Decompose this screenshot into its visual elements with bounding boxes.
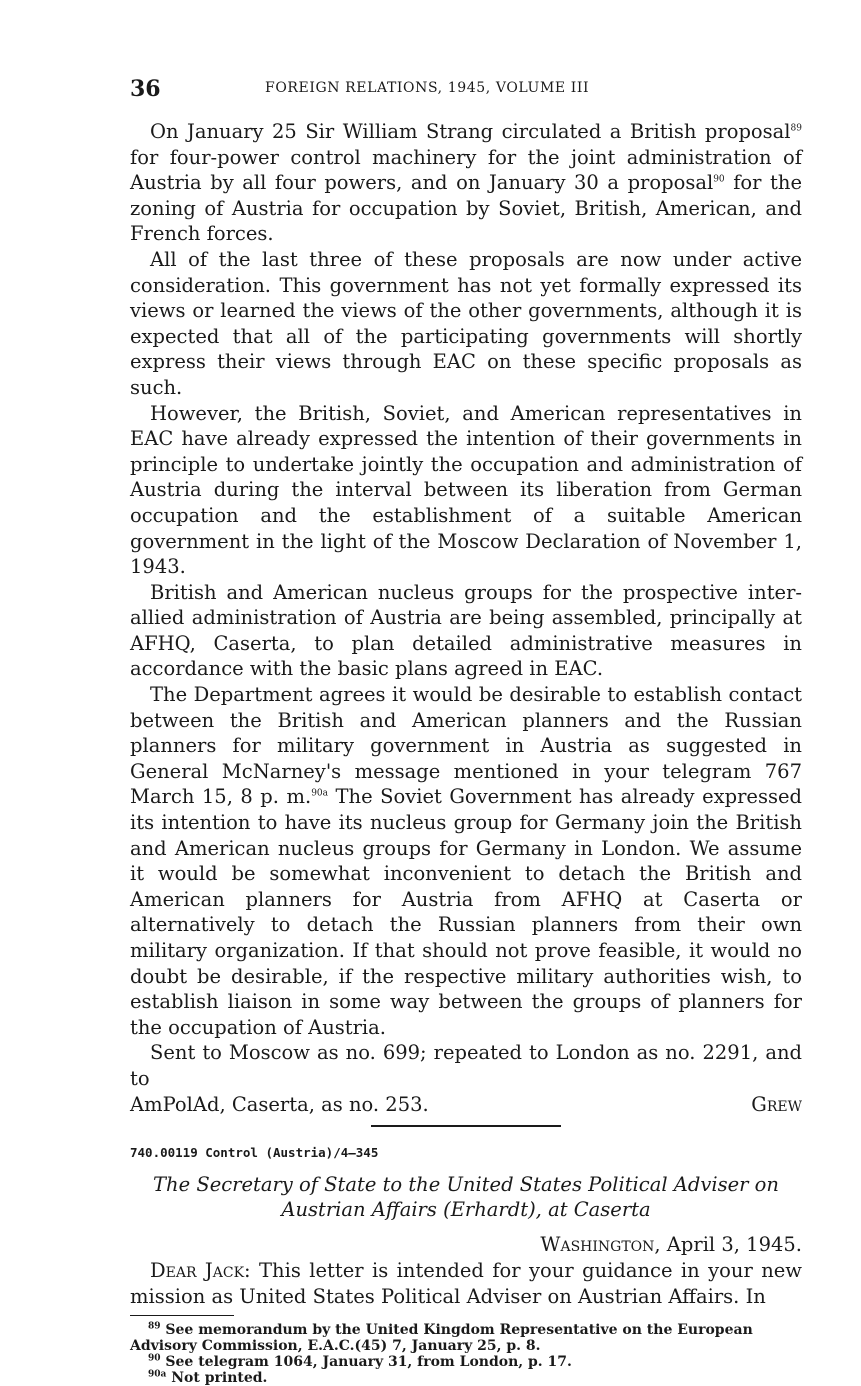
running-head: FOREIGN RELATIONS, 1945, VOLUME III — [265, 80, 590, 96]
dateline: Washington, April 3, 1945. — [540, 1233, 802, 1257]
footnote-ref[interactable]: 89 — [790, 123, 802, 134]
footnote: $^{90a}$ Not printed. — [148, 1369, 268, 1386]
letter-opening: Dear Jack: This letter is intended for your guidance in your new mission as United States Political Adviser on Austrian Affairs. In — [130, 1259, 802, 1309]
footnote-ref[interactable]: 90a — [311, 788, 329, 799]
footnotes — [130, 1322, 802, 1386]
paragraph: Sent to Moscow as no. 699; repeated to London as no. 2291, and to — [130, 1041, 802, 1090]
page-number: 36 — [130, 76, 161, 102]
file-number: 740.00119 Control (Austria)/4–345 — [130, 1145, 379, 1161]
paragraph: On January 25 Sir William Strang circulated a British proposal$^{89}$ for four-power control machinery for the joint administration of Austria by all four powers, and on January 30 a proposal$^{90}$ for the zoning of Austria for occupation by Soviet, British, American, and French forces. — [130, 120, 802, 246]
footnote-divider — [130, 1315, 234, 1316]
footnote-ref[interactable]: 90 — [713, 174, 725, 185]
signature: Grew — [751, 1092, 802, 1116]
page-header — [130, 72, 802, 102]
footnote: $^{90}$ See telegram 1064, January 31, from London, p. 17. — [148, 1353, 572, 1371]
paragraph: British and American nucleus groups for the prospective inter-allied administration of Austria are being assembled, principally at AFHQ, Caserta, to plan detailed administrative measures in accordance with the basic plans agreed in EAC. — [130, 580, 802, 681]
signoff-line — [130, 1092, 802, 1118]
signoff-text: AmPolAd, Caserta, as no. 253. — [130, 1092, 429, 1116]
salutation: Dear Jack — [150, 1259, 245, 1283]
document-title: The Secretary of State to the United States Political Adviser on Austrian Affairs (Erhardt), at Caserta — [153, 1173, 779, 1222]
body-text — [130, 119, 802, 1117]
section-divider — [371, 1125, 561, 1127]
paragraph: However, the British, Soviet, and American representatives in EAC have already expressed the intention of their governments in principle to undertake jointly the occupation and administration of Austria during the interval between its liberation from German occupation and the establishment of a suitable American government in the light of the Moscow Declaration of November 1, 1943. — [130, 401, 802, 579]
paragraph: All of the last three of these proposals are now under active consideration. This government has not yet formally expressed its views or learned the views of the other governments, although it is expected that all of the participating governments will shortly express their views through EAC on these specific proposals as such. — [130, 247, 802, 399]
document-page — [130, 72, 802, 1386]
footnote: $^{89}$ See memorandum by the United Kingdom Representative on the European Advisory Commission, E.A.C.(45) 7, January 25, p. 8. — [130, 1321, 753, 1355]
paragraph: The Department agrees it would be desirable to establish contact between the British and American planners and the Russian planners for military government in Austria as suggested in General McNarney's message mentioned in your telegram 767 March 15, 8 p. m.$^{90a}$ The Soviet Government has already expressed its intention to have its nucleus group for Germany join the British and American nucleus groups for Germany in London. We assume it would be somewhat inconvenient to detach the British and American planners for Austria from AFHQ at Caserta or alternatively to detach the Russian planners from their own military organization. If that should not prove feasible, it would no doubt be desirable, if the respective military authorities wish, to establish liaison in some way between the groups of planners for the occupation of Austria. — [130, 683, 802, 1039]
